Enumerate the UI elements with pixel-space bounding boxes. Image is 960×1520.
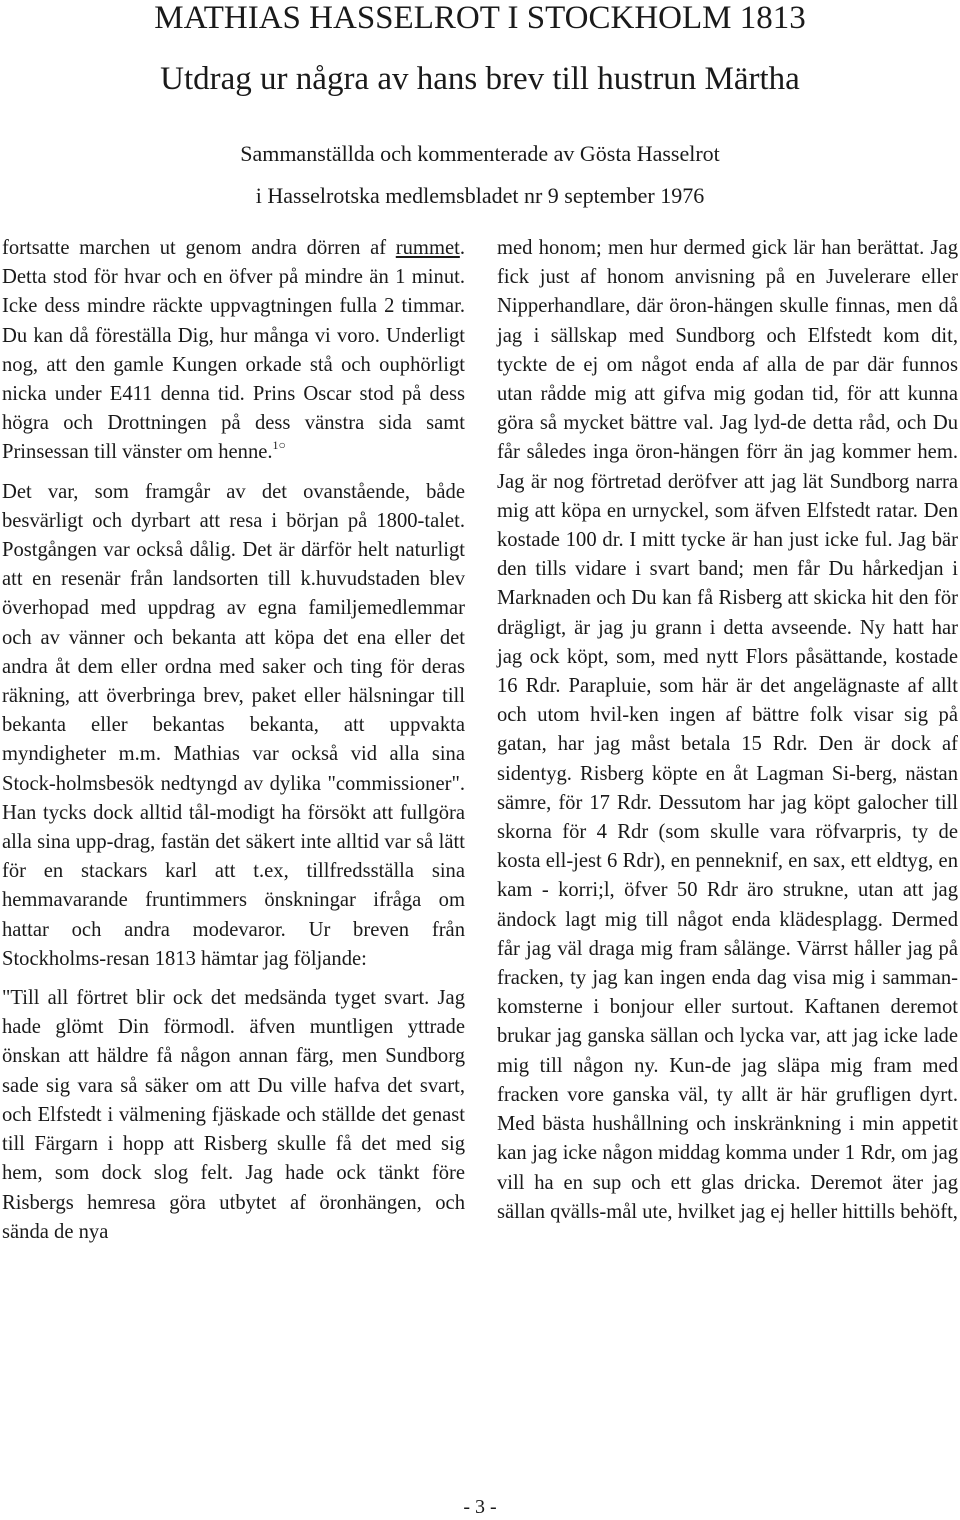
- credit-line-compiler: Sammanställda och kommenterade av Gösta Hasselrot: [240, 141, 720, 166]
- paragraph-gap: [2, 974, 465, 984]
- document-title: MATHIAS HASSELROT I STOCKHOLM 1813: [154, 0, 806, 36]
- paragraph-gap: [2, 468, 465, 478]
- left-p1-text-a: fortsatte marchen ut genom andra dörren af: [2, 237, 396, 259]
- page-number: - 3 -: [463, 1496, 497, 1518]
- right-column: [497, 234, 958, 1227]
- credit-line-source: i Hasselrotska medlemsbladet nr 9 september 1976: [255, 183, 705, 208]
- left-paragraph-1: [2, 234, 465, 468]
- document-subtitle: Utdrag ur några av hans brev till hustrun Märtha: [160, 61, 800, 97]
- underlined-word: rummet: [395, 237, 460, 259]
- left-paragraph-3: "Till all förtret blir ock det medsända tyget svart. Jag hade glömt Din förmodl. äfven muntligen yttrade önskan att häldre få någon annan färg, men Sundborg sade sig vara så säker om att Du ville hafva det svart, och Elfstedt i välmening fjäskade och ställde det genast till Färgarn i hopp att Risberg skulle få det med sig hem, som dock slog felt. Jag hade ock tänkt före Risbergs hemresa göra utbytet af öronhängen, och sända de nya: [2, 987, 465, 1243]
- left-paragraph-2: Det var, som framgår av det ovanstående, både besvärligt och dyrbart att resa i början på 1800-talet. Postgången var också dålig. Det är därför helt naturligt att en resenär från landsorten till k.huvudstaden blev överhopad med uppdrag av egna familjemedlemmar och av vänner och bekanta att köpa det ena eller det andra åt dem eller ordna med saker och ting för deras räkning, att överbringa brev, paket eller hälsningar till bekanta eller bekantas bekanta, att uppvakta myndigheter m.m. Mathias var också vid alla sina Stock-holmsbesök nedtyngd av dylika "commissioner". Han tycks dock alltid tål-modigt ha försökt att fullgöra alla sina upp-drag, fastän det säkert inte alltid var så lätt för en stackars karl att t.ex, tillfredsställa sina hemmavarande fruntimmers önskningar ifråga om hattar och andra modevaror. Ur breven från Stockholms-resan 1813 hämtar jag följande:: [2, 480, 465, 970]
- left-p1-text-b: . Detta stod för hvar och en öfver på mindre än 1 minut. Icke dess mindre räckte uppvagtningen fulla 2 timmar. Du kan då föreställa Dig, hur många vi voro. Underligt nog, att den gamle Kungen orkade stå och ouphörligt nicka under E411 denna tid. Prins Oscar stod på dess högra och Drottningen på dess vänstra sida samt Prinsessan till vänster om henne.: [2, 237, 465, 464]
- footnote-marker: 1○: [272, 438, 286, 453]
- left-column: [2, 234, 465, 1247]
- right-paragraph-1: med honom; men hur dermed gick lär han berättat. Jag fick just af honom anvisning på en Juvelerare eller Nipperhandlare, där öron-hängen skulle finnas, men då jag i sällskap med Sundborg och Elfstedt kom dit, tyckte de ej om något enda af alla de par där funnos utan rådde mig att gifva mig godan tid, för att kunna göra så mycket bättre val. Jag lyd-de detta råd, och Du får således inga öron-hängen förr än jag kommer hem. Jag är nog förtretad deröfver att jag lät Sundborg narra mig att köpa en urnyckel, som äfven Elfstedt ratar. Den kostade 100 dr. I mitt tycke är han just icke ful. Jag bär den tills vidare i svart band; men får Du hårkedjan i Marknaden och Du kan få Risberg att skicka hit den för drägligt, är jag ju grann i detta avseende. Ny hatt har jag ock köpt, som, med nytt Flors påsättande, kostade 16 Rdr. Parapluie, som här är det angelägnaste af allt och utom hvil-ken ingen af bättre folk visar sig på gatan, har jag måst betala 15 Rdr. Den är dock af sidentyg. Risberg köpte en åt Lagman Si-berg, nästan sämre, för 17 Rdr. Dessutom har jag köpt galocher till skorna för 4 Rdr (som skulle vara röfvarpris, ty de kosta ell-jest 6 Rdr), en penneknif, en sax, ett eldtyg, en kam - korri;l, öfver 50 Rdr äro strukne, utan att jag ändock lagt mig till något enda klädesplagg. Dermed får jag väl draga mig fram sålänge. Värrst håller jag på fracken, ty jag kan ingen enda dag visa mig i samman-komsterne i bonjour eller surtout. Kaftanen deremot brukar jag ganska sällan och lycka var, att jag icke lade mig till någon ny. Kun-de jag släpa mig fram med fracken vore ganska väl, ty allt är här grufligen dyrt. Med bästa hushållning och inskränkning i min appetit kan jag icke någon middag komma under 1 Rdr, om jag vill ha en sup och ett glas dricka. Deremot äter jag sällan qvälls-mål ute, hvilket jag ej heller hittills behöft,: [497, 237, 958, 1223]
